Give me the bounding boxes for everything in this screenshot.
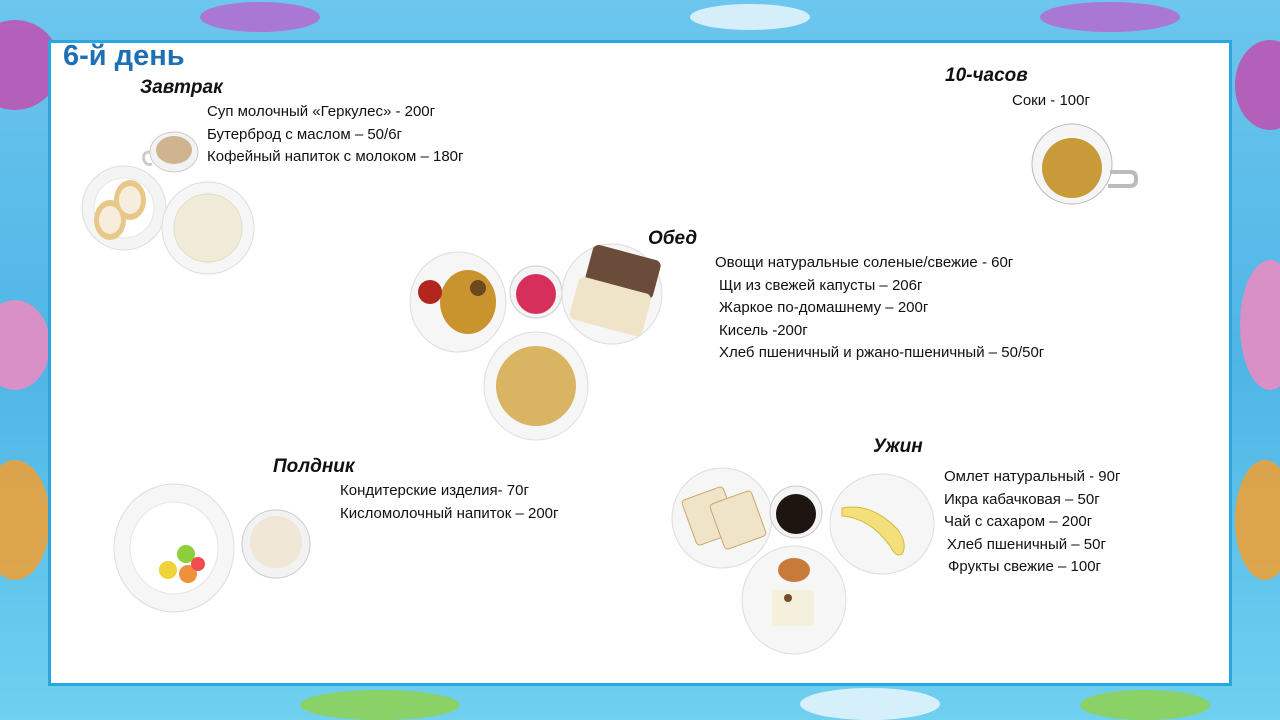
decor-blob (200, 2, 320, 32)
dinner-title: Ужин (873, 436, 923, 457)
decor-blob (300, 690, 460, 720)
menu-item: Овощи натуральные соленые/свежие - 60г (715, 254, 1014, 271)
snack10-title: 10-часов (945, 65, 1028, 86)
menu-item: Кисломолочный напиток – 200г (340, 504, 559, 522)
dinner-photo (670, 462, 940, 658)
dinner-items (944, 466, 1120, 579)
decor-blob (800, 688, 940, 720)
decor-blob (1240, 260, 1280, 390)
menu-item: Суп молочный «Геркулес» - 200г (207, 103, 436, 120)
menu-item: Омлет натуральный - 90г (944, 468, 1121, 485)
decor-blob (0, 460, 50, 580)
page-title: 6-й день (63, 40, 185, 72)
lunch-title: Обед (648, 228, 698, 249)
menu-item: Хлеб пшеничный и ржано-пшеничный – 50/50г (719, 344, 1045, 361)
decor-blob (1040, 2, 1180, 32)
afternoon-title: Полдник (273, 456, 355, 477)
breakfast-title: Завтрак (140, 77, 223, 98)
decor-blob (0, 300, 50, 390)
breakfast-photo (80, 130, 260, 280)
menu-item: Кондитерские изделия- 70г (340, 482, 529, 499)
menu-item: Кисель -200г (719, 321, 808, 339)
menu-item: Соки - 100г (1012, 92, 1090, 109)
menu-item: Жаркое по-домашнему – 200г (719, 299, 929, 316)
menu-item: Бутерброд с маслом – 50/6г (207, 125, 403, 143)
afternoon-photo (110, 482, 320, 616)
lunch-items (715, 252, 1044, 365)
decor-blob (690, 4, 810, 30)
decor-blob (1235, 460, 1280, 580)
menu-item: Фрукты свежие – 100г (948, 558, 1102, 575)
menu-item: Кофейный напиток с молоком – 180г (207, 148, 464, 165)
juice-photo (1030, 122, 1140, 206)
decor-blob (1080, 690, 1210, 720)
lunch-photo (408, 244, 668, 444)
afternoon-items (340, 480, 558, 525)
decor-blob (1235, 40, 1280, 130)
menu-item: Хлеб пшеничный – 50г (947, 535, 1106, 553)
menu-item: Чай с сахаром – 200г (944, 513, 1093, 530)
snack10-items (1012, 90, 1090, 113)
menu-item: Икра кабачковая – 50г (944, 490, 1100, 508)
menu-item: Щи из свежей капусты – 206г (719, 276, 923, 294)
